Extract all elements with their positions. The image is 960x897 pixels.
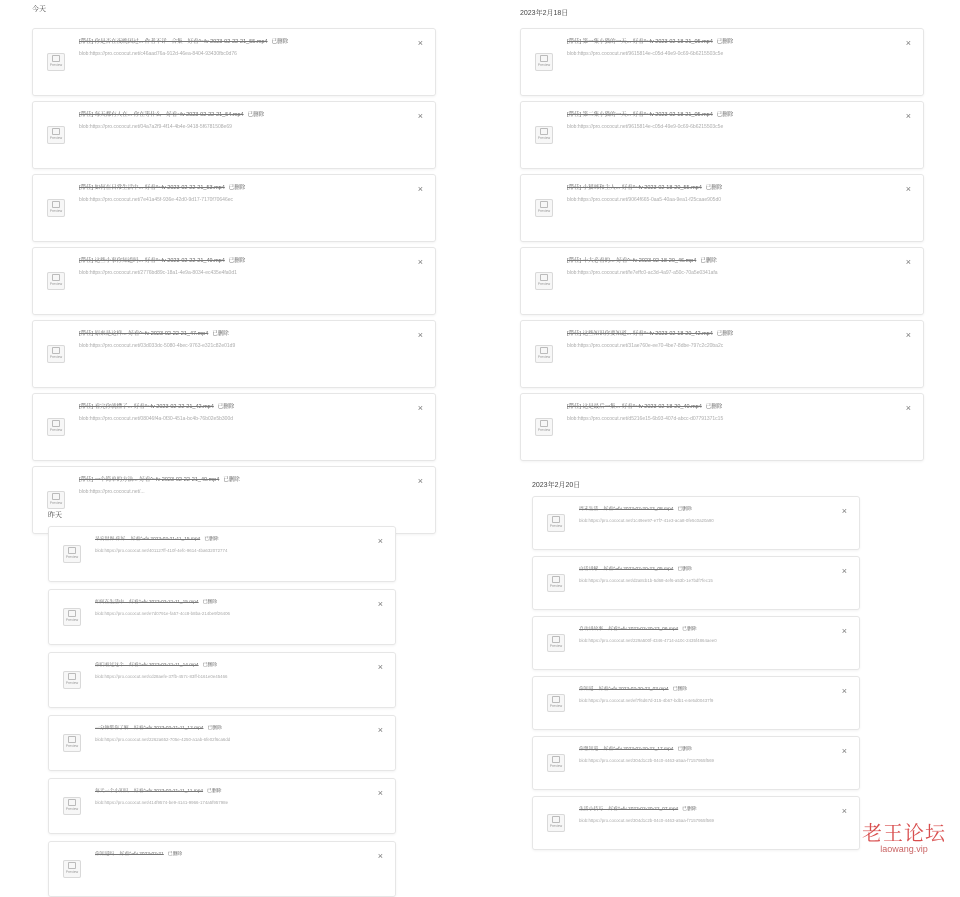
blob-url: blob:https://pro.cococut.net/fe7effc0-ac3d-4a97-a50c-70a5e0341afa [567,270,718,276]
file-item[interactable] [532,616,860,670]
file-name-text: [帶佳] 这些知识你要知道... 好看^~fv 2023-02-18-20_42.mp4 [567,331,713,337]
file-item[interactable] [532,556,860,610]
video-placeholder-icon [63,608,81,626]
file-info [579,686,825,703]
video-placeholder-icon [535,53,553,71]
deleted-badge: 已删除 [202,663,218,668]
placeholder-label: Preview [49,63,63,67]
placeholder-label: Preview [49,209,63,213]
file-name-text: 生活小技巧... 好看^~fv 2023-02-20-22_07.mp4 [579,807,679,812]
image-icon [52,493,60,500]
video-placeholder-icon [47,126,65,144]
image-icon [68,547,76,554]
file-info [579,746,825,763]
deleted-badge: 已删除 [682,627,697,632]
file-name [95,662,361,670]
image-icon [540,128,548,135]
file-name-text: [帶佳] 一个简单的方法... 好看^~fv 2023-02-22-21_40.mp4 [79,477,220,483]
file-info [579,566,825,583]
image-icon [552,516,560,523]
close-icon[interactable]: × [905,184,911,194]
watermark-url: laowang.vip [880,844,928,854]
placeholder-label: Preview [537,63,551,67]
deleted-badge: 已删除 [682,807,697,812]
blob-url: blob:https://pro.cococut.net/414f9574-be9-4141-9966-174a5f95798e [95,800,229,805]
placeholder-label: Preview [537,282,551,286]
image-icon [552,696,560,703]
file-name [579,506,825,514]
image-icon [52,201,60,208]
deleted-badge: 已删除 [271,39,289,45]
blob-url: blob:https://pro.cococut.net/304d1c2b-04c0-4463-a5aa-f7157955f569 [579,818,714,823]
placeholder-label: Preview [65,744,79,748]
file-name-text: [帶佳] 如何在日常生活中... 好看^~fv 2023-02-22-21_53.mp4 [79,185,225,191]
close-icon[interactable]: × [905,403,911,413]
deleted-badge: 已删除 [207,789,222,794]
close-icon[interactable]: × [377,851,383,861]
file-name [95,599,361,607]
close-icon[interactable]: × [841,566,847,576]
deleted-badge: 已删除 [705,404,723,410]
file-info [79,184,401,203]
video-placeholder-icon [47,491,65,509]
placeholder-label: Preview [537,428,551,432]
file-item[interactable] [48,841,396,897]
file-item[interactable] [520,393,924,461]
file-name-text: [帶佳] 十大必看的... 好看^~fv 2023-02-18-20_46.mp4 [567,258,697,264]
file-name [79,257,401,266]
file-info [567,403,889,422]
file-info [79,111,401,130]
blob-url: blob:https://pro.cococut.net/229a500f-4346-4714-a10c-2435f4864aee0 [579,638,717,643]
file-item[interactable] [32,28,436,96]
close-icon[interactable]: × [905,257,911,267]
blob-url: blob:https://pro.cococut.net/1c49ee97-e7f7-41e3-aca8-0fe5c0a20a90 [579,518,714,523]
blob-url: blob:https://pro.cococut.net/d5216e15-6b93-407d-abcc-d07791371c15 [567,416,724,422]
file-info [95,599,361,616]
file-info [79,257,401,276]
deleted-badge: 已删除 [700,258,717,264]
video-placeholder-icon [547,754,565,772]
deleted-badge: 已删除 [677,507,692,512]
file-name-text: 如何在生活中... 好看^~fv 2023-02-21-11_15.mp4 [95,600,199,605]
video-placeholder-icon [63,734,81,752]
file-name [79,476,401,485]
video-placeholder-icon [547,514,565,532]
blob-url: blob:https://pro.cococut.net/9064f665-0aa5-40aa-9ea1-f25caae905d0 [567,197,722,203]
deleted-badge: 已删除 [677,567,692,572]
panel-today [32,2,436,505]
file-name-text: 你知道... 好看^~fv 2023-02-20-23_03.mp4 [579,687,669,692]
video-placeholder-icon [547,634,565,652]
file-name [79,330,401,339]
deleted-badge: 已删除 [167,852,183,857]
blob-url: blob:https://pro.cococut.net/d2a8cb1b-5d68-4ef6-a53b-1e7bdf7fec15 [579,578,713,583]
file-name-text: [帶佳] 原来是这样... 好看^~fv 2023-02-22-21_47.mp4 [79,331,209,337]
image-icon [552,636,560,643]
placeholder-label: Preview [65,555,79,559]
deleted-badge: 已删除 [716,112,734,118]
file-name-text: 一分钟带你了解... 好看^~fv 2023-02-21-11_12.mp4 [95,726,204,731]
deleted-badge: 已删除 [204,537,219,542]
panel-2023-02-18 [520,6,924,466]
section-title: 今天 [32,6,46,13]
close-icon[interactable]: × [417,403,423,413]
file-name [79,111,401,120]
close-icon[interactable]: × [417,111,423,121]
file-item[interactable] [520,174,924,242]
placeholder-label: Preview [49,501,63,505]
deleted-badge: 已删除 [677,747,692,752]
file-item[interactable] [532,796,860,850]
image-icon [552,756,560,763]
deleted-badge: 已删除 [705,185,723,191]
close-icon[interactable]: × [841,506,847,516]
file-name-text: 早安世界·你好... 好看^~fv 2023-02-21-11_15.mp4 [95,537,201,542]
blob-url: blob:https://pro.cococut.net/9615814e-c05d-49e9-0c69-6b6215503c5e [567,51,724,57]
blob-url: blob:https://pro.cococut.net/401127ff-410f-4efc-9614-4ba632072774 [95,548,228,553]
deleted-badge: 已删除 [247,112,265,118]
close-icon[interactable]: × [377,536,383,546]
video-placeholder-icon [63,860,81,878]
video-placeholder-icon [535,272,553,290]
panel-yesterday [48,508,398,874]
file-item[interactable] [520,28,924,96]
file-name [567,257,889,266]
placeholder-label: Preview [549,824,563,828]
file-info [567,38,889,57]
image-icon [540,347,548,354]
deleted-badge: 已删除 [202,600,218,605]
file-name [95,788,361,796]
file-info [579,626,825,643]
file-name [579,806,825,814]
close-icon[interactable]: × [905,330,911,340]
deleted-badge: 已删除 [716,39,734,45]
file-name-text: 你知道吗... 好看^~fv 2023-02-21 [95,852,164,857]
file-item[interactable] [532,676,860,730]
blob-url: blob:https://pro.cococut.net/2262a652-705e-4250-a1ab-6fe02f6ca6dd [95,737,231,742]
close-icon[interactable]: × [377,788,383,798]
file-name [95,851,361,859]
deleted-badge: 已删除 [212,331,229,337]
close-icon[interactable]: × [417,476,423,486]
close-icon[interactable]: × [905,38,911,48]
blob-url: blob:https://pro.cococut.net/e7d0791e-fa57-4cc8-b8ba-214be9f26406 [95,611,230,616]
file-name [95,725,361,733]
image-icon [68,610,76,617]
file-info [79,38,401,57]
watermark-text: 老王论坛 [862,821,946,845]
file-name [579,746,825,754]
image-icon [52,420,60,427]
file-info [567,184,889,203]
image-icon [552,576,560,583]
watermark-logo [862,822,946,854]
file-name-text: [帶佳] 小猫咪和主人... 好看^~fv 2023-02-18-20_55.mp4 [567,185,702,191]
blob-url: blob:https://pro.cococut.net/31ae760e-ee70-4be7-8dbe-797c2c20ba2c [567,343,724,349]
video-placeholder-icon [547,694,565,712]
file-name-text: [帶佳] 这些小事你知道吗... 好看^~fv 2023-02-22-21_49.mp4 [79,258,225,264]
placeholder-label: Preview [65,618,79,622]
placeholder-label: Preview [49,282,63,286]
blob-url: blob:https://pro.cococut.net/cd28aefe-37fb-457c-83ff-b161e0e45466 [95,674,228,679]
image-icon [540,420,548,427]
video-placeholder-icon [535,126,553,144]
file-item[interactable] [48,652,396,708]
video-placeholder-icon [535,199,553,217]
close-icon[interactable]: × [417,257,423,267]
close-icon[interactable]: × [905,111,911,121]
video-placeholder-icon [63,545,81,563]
image-icon [68,799,76,806]
file-name-text: [帶佳] 这是最后一集... 好看^~fv 2023-02-18-20_40.mp4 [567,404,702,410]
deleted-badge: 已删除 [223,477,240,483]
image-icon [52,55,60,62]
file-name-text: [帶佳] 第二集小猫的一天... 好看^~fv 2023-02-18-21_05.mp4 [567,112,713,118]
close-icon[interactable]: × [841,806,847,816]
file-name [95,536,361,544]
placeholder-label: Preview [537,209,551,213]
file-name [567,403,889,412]
file-name-text: 周末生活... 好看^~fv 2023-02-20-23_08.mp4 [579,507,674,512]
file-info [95,851,361,863]
file-item[interactable] [532,496,860,550]
video-placeholder-icon [535,345,553,363]
file-name [579,626,825,634]
file-item[interactable] [48,526,396,582]
file-name-text: [帶佳] 每天都有人在... 你在等什么 · 好看~fv 2023-02-22-21_54.mp4 [79,112,244,118]
file-info [79,330,401,349]
file-item[interactable] [532,736,860,790]
file-item[interactable] [520,101,924,169]
image-icon [68,862,76,869]
file-info [95,725,361,742]
blob-url: blob:https://pro.cococut.net/9615814e-c05d-49e9-0c69-6b6215503c5e [567,124,724,130]
video-placeholder-icon [63,797,81,815]
section-title: 2023年2月20日 [532,482,581,489]
close-icon[interactable]: × [377,599,383,609]
image-icon [540,274,548,281]
file-item[interactable] [48,715,396,771]
placeholder-label: Preview [537,355,551,359]
video-placeholder-icon [547,814,565,832]
blob-url: blob:https://pro.cococut.net/04a7a2f9-4f14-4b4e-9418-5f6781508e69 [79,124,232,130]
video-placeholder-icon [47,418,65,436]
file-item[interactable] [32,393,436,461]
placeholder-label: Preview [549,584,563,588]
video-placeholder-icon [547,574,565,592]
file-name-text: [帶佳] 你是否在夜晚因过... 作者不详 · 合集 · 好看^~fv 2023-02-22-21_55.mp4 [79,39,268,45]
deleted-badge: 已删除 [672,687,687,692]
deleted-badge: 已删除 [217,404,235,410]
close-icon[interactable]: × [841,626,847,636]
file-item[interactable] [520,247,924,315]
video-placeholder-icon [47,345,65,363]
placeholder-label: Preview [549,704,563,708]
file-item[interactable] [32,174,436,242]
image-icon [52,274,60,281]
blob-url: blob:https://pro.cococut.net/08046f4a-0f30-451a-bc4b-76b02e5b300d [79,416,234,422]
video-placeholder-icon [63,671,81,689]
file-info [95,662,361,679]
file-name-text: 自动讲故事... 好看^~fv 2023-02-20-23_06.mp4 [579,627,679,632]
file-name [567,38,889,47]
file-item[interactable] [32,101,436,169]
file-name-text: 你想知道... 好看^~fv 2023-02-20-22_17.mp4 [579,747,674,752]
close-icon[interactable]: × [377,725,383,735]
blob-url: blob:https://pro.cococut.net/03d033dc-5080-4bec-9763-e321c82e01d9 [79,343,236,349]
video-placeholder-icon [535,418,553,436]
file-info [567,330,889,349]
blob-url: blob:https://pro.cococut.net/c46aad76a-912d-46ea-8404-93430fbc0d76 [79,51,237,57]
placeholder-label: Preview [49,355,63,359]
close-icon[interactable]: × [841,746,847,756]
file-item[interactable] [32,320,436,388]
deleted-badge: 已删除 [207,726,222,731]
deleted-badge: 已删除 [228,258,246,264]
image-icon [540,201,548,208]
video-placeholder-icon [47,53,65,71]
file-name [579,566,825,574]
file-item[interactable] [48,778,396,834]
deleted-badge: 已删除 [716,331,734,337]
image-icon [540,55,548,62]
blob-url: blob:https://pro.cococut.net/7e41a45f-936e-42d0-9d17-7170f70646ec [79,197,234,203]
file-info [567,257,889,276]
file-name [79,38,401,47]
file-info [95,788,361,805]
file-name [79,403,401,412]
deleted-badge: 已删除 [228,185,246,191]
file-item[interactable] [32,247,436,315]
blob-url: blob:https://pro.cococut.net/304d1c2b-04c0-4463-a5aa-f7157955f569 [579,758,714,763]
placeholder-label: Preview [49,428,63,432]
image-icon [52,347,60,354]
placeholder-label: Preview [537,136,551,140]
image-icon [68,736,76,743]
file-name [567,330,889,339]
file-info [79,476,401,495]
placeholder-label: Preview [549,524,563,528]
close-icon[interactable]: × [841,686,847,696]
file-item[interactable] [520,320,924,388]
file-name-text: [帶佳] 看完你就懂了... 好看^~fv 2023-02-22-21_42.mp4 [79,404,214,410]
image-icon [68,673,76,680]
blob-url: blob:https://pro.cococut.net/ef7f6d67d-315-4b67-bdb1-e4e5d00437f9 [579,698,714,703]
file-info [567,111,889,130]
file-info [79,403,401,422]
close-icon[interactable]: × [417,184,423,194]
video-placeholder-icon [47,272,65,290]
file-name-text: [帶佳] 第一集小猫的一天... 好看^~fv 2023-02-18-21_05.mp4 [567,39,713,45]
blob-url: blob:https://pro.cococut.net/2776bd89c-18a1-4e9a-8034-ec435e4fa0d1 [79,270,237,276]
file-name [79,184,401,193]
close-icon[interactable]: × [377,662,383,672]
file-name-text: 每天一个小知识... 好看^~fv 2023-02-21-11_11.mp4 [95,789,204,794]
placeholder-label: Preview [549,764,563,768]
panel-2023-02-20 [532,478,862,864]
placeholder-label: Preview [65,807,79,811]
video-placeholder-icon [47,199,65,217]
placeholder-label: Preview [549,644,563,648]
placeholder-label: Preview [65,870,79,874]
file-name [567,111,889,120]
placeholder-label: Preview [65,681,79,685]
file-name [567,184,889,193]
close-icon[interactable]: × [417,330,423,340]
file-info [579,506,825,523]
close-icon[interactable]: × [417,38,423,48]
section-title: 昨天 [48,512,62,519]
image-icon [552,816,560,823]
file-info [95,536,361,553]
file-name [579,686,825,694]
file-info [579,806,825,823]
file-name-text: 你们看过这个... 好看^~fv 2023-02-21-11_14.mp4 [95,663,199,668]
file-item[interactable] [48,589,396,645]
file-name-text: 白话讲解... 好看^~fv 2023-02-20-23_05.mp4 [579,567,674,572]
image-icon [52,128,60,135]
blob-url: blob:https://pro.cococut.net/... [79,489,145,495]
placeholder-label: Preview [49,136,63,140]
section-title: 2023年2月18日 [520,10,569,17]
